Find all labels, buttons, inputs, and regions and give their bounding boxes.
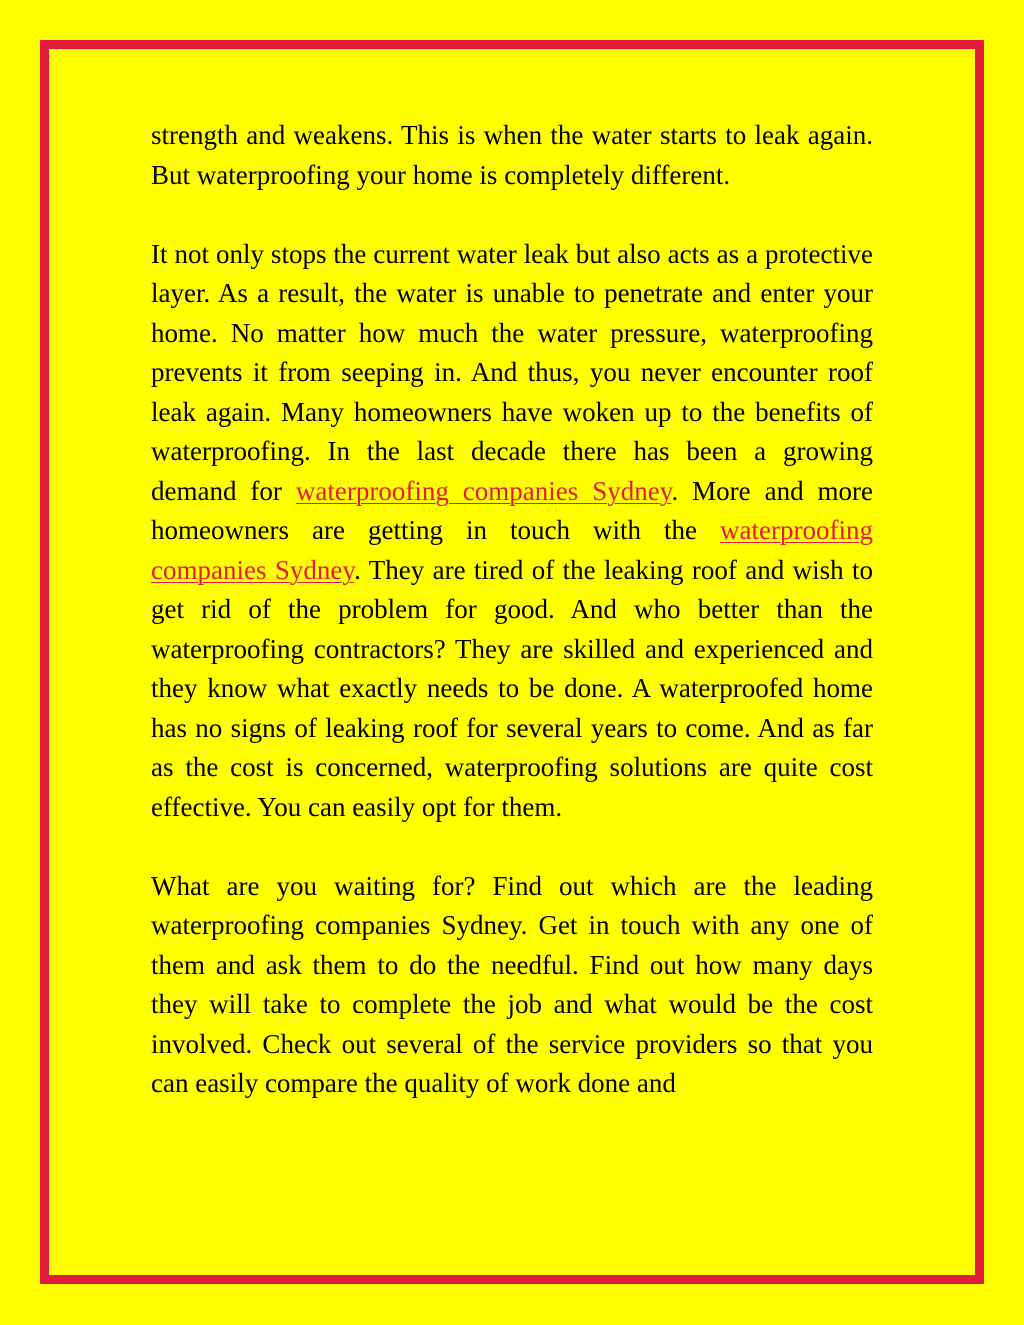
paragraph-3-text-a: What are you waiting for? Find out which are the leading (151, 870, 873, 901)
waterproofing-companies-link-2[interactable]: waterproofing companies Sydney (151, 515, 873, 585)
paragraph-2-text-a: It not only stops the current water leak but also acts as a protective layer. As a result, the water is unable to penetrate and enter your home. No matter how much the water pressure, waterproofing prevents it from seeping in. And thus, you never encounter roof leak again. Many homeowners have woken up to the benefits of waterproofing. In the last decade there has been a growing demand for (151, 238, 873, 506)
document-body (151, 116, 873, 1104)
paragraph-2-text-c: . They are tired of the leaking roof and wish to get rid of the problem for good. And who better than the waterproofing contractors? They are skilled and experienced and they know what exactly needs to be done. A waterproofed home has no signs of leaking roof for several years to come. And as far as the cost is concerned, waterproofing solutions are quite cost effective. You can easily opt for them. (151, 554, 873, 822)
paragraph-3-text-b: Get in touch with any one of them and ask them to do the needful. Find out how many days they will take to complete the job and what would be the cost involved. Check out several of the service providers so that you can easily compare the quality of work done and (151, 910, 873, 1098)
paragraph-1 (151, 116, 873, 195)
waterproofing-companies-phrase: waterproofing companies Sydney. (151, 910, 528, 940)
paragraph-2 (151, 235, 873, 828)
paragraph-3 (151, 867, 873, 1104)
paragraph-1-text: strength and weakens. This is when the water starts to leak again. But waterproofing your home is completely different. (151, 120, 873, 190)
paragraph-2-text-b: . More and more homeowners are getting in touch with the (151, 475, 873, 545)
waterproofing-companies-link-1[interactable]: waterproofing companies Sydney (295, 475, 672, 506)
